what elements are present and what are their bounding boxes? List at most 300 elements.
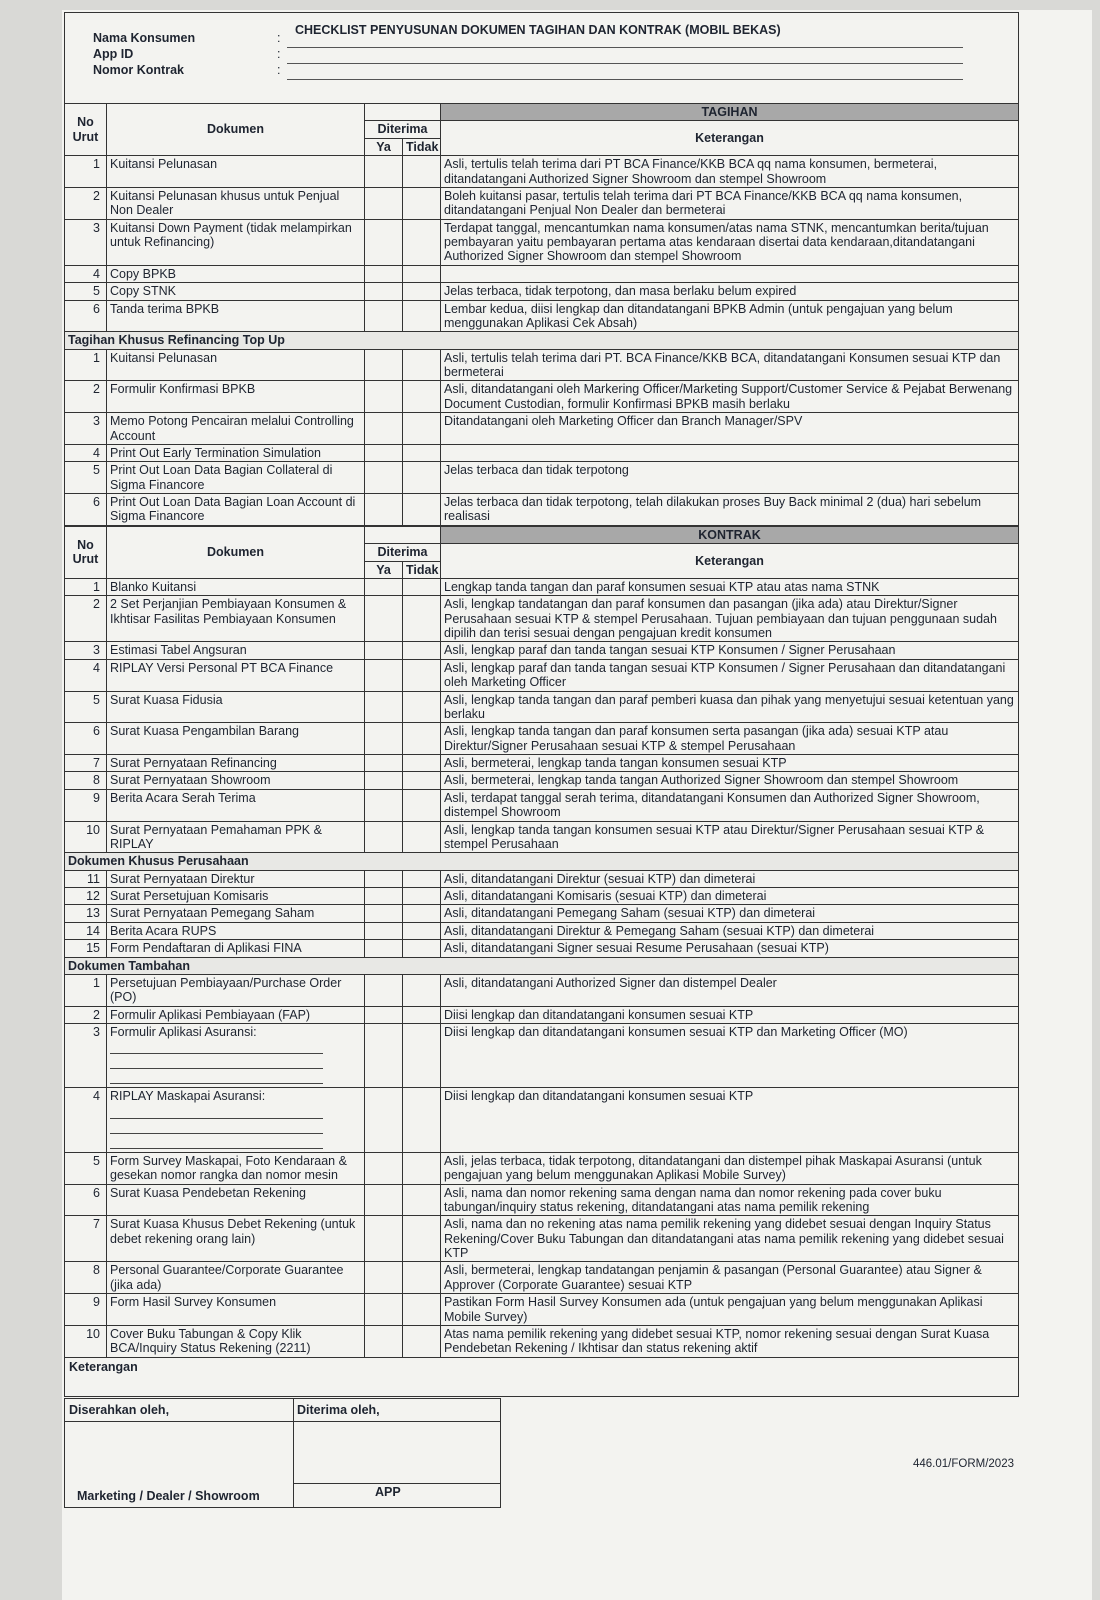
row-keterangan: Atas nama pemilik rekening yang didebet sesuai KTP, nomor rekening sesuai dengan Surat Kuasa Pendebetan Rekening / Ikhtisar dan status rekening aktif xyxy=(441,1325,1019,1357)
row-keterangan: Diisi lengkap dan ditandatangani konsumen sesuai KTP xyxy=(441,1006,1019,1023)
row-keterangan: Terdapat tanggal, mencantumkan nama konsumen/atas nama STNK, mencantumkan berita/tujuan pembayaran yaitu pembayaran pertama atas kendaraan disertai data kendaraan,ditandatangani Authorized Signer Showroom dan stempel Showroom xyxy=(441,219,1019,265)
row-number: 5 xyxy=(65,462,107,494)
document-name: Kuitansi Pelunasan khusus untuk Penjual Non Dealer xyxy=(110,188,340,218)
table-row xyxy=(65,659,1019,691)
checkbox-tidak[interactable] xyxy=(403,1088,441,1152)
checkbox-tidak[interactable] xyxy=(403,755,441,772)
row-document xyxy=(107,723,365,755)
row-number: 8 xyxy=(65,1262,107,1294)
document-name: Memo Potong Pencairan melalui Controlling Account xyxy=(110,414,354,443)
row-keterangan: Asli, ditandatangani Signer sesuai Resume Perusahaan (sesuai KTP) xyxy=(441,940,1019,957)
row-document xyxy=(107,156,365,188)
table-row xyxy=(65,187,1019,219)
checkbox-tidak[interactable] xyxy=(403,596,441,642)
document-name: Surat Persetujuan Komisaris xyxy=(110,889,269,903)
table-row xyxy=(65,1088,1019,1152)
checkbox-ya[interactable] xyxy=(365,219,403,265)
table-row xyxy=(65,219,1019,265)
checkbox-tidak[interactable] xyxy=(403,349,441,381)
row-keterangan: Asli, bermeterai, lengkap tanda tangan Authorized Signer Showroom dan stempel Showroom xyxy=(441,772,1019,789)
checkbox-ya[interactable] xyxy=(365,821,403,853)
row-number: 5 xyxy=(65,691,107,723)
row-number: 5 xyxy=(65,283,107,300)
row-number: 3 xyxy=(65,413,107,445)
document-name: Surat Kuasa Pendebetan Rekening xyxy=(110,1185,306,1200)
row-number: 9 xyxy=(65,789,107,821)
checkbox-ya[interactable] xyxy=(365,642,403,659)
row-keterangan: Asli, ditandatangani Pemegang Saham (sesuai KTP) dan dimeterai xyxy=(441,905,1019,922)
checkbox-ya[interactable] xyxy=(365,1325,403,1357)
checkbox-ya[interactable] xyxy=(365,1216,403,1262)
document-name: Persetujuan Pembiayaan/Purchase Order (PO) xyxy=(110,975,342,1005)
document-name: Surat Kuasa Pengambilan Barang xyxy=(110,724,300,739)
checkbox-tidak[interactable] xyxy=(403,1006,441,1023)
table-row xyxy=(65,870,1019,887)
document-name: Surat Pernyataan Direktur xyxy=(110,871,255,886)
fill-in-line[interactable] xyxy=(110,1121,323,1134)
document-name: Tanda terima BPKB xyxy=(110,301,220,316)
document-name: Berita Acara RUPS xyxy=(110,923,217,938)
checkbox-tidak[interactable] xyxy=(403,1216,441,1262)
fill-in-line[interactable] xyxy=(110,1056,323,1069)
table-row xyxy=(65,596,1019,642)
row-number: 3 xyxy=(65,1024,107,1088)
row-keterangan: Jelas terbaca dan tidak terpotong xyxy=(441,462,1019,494)
section-perusahaan: Dokumen Khusus Perusahaan xyxy=(65,853,1019,870)
section-tagihan: TAGIHAN xyxy=(441,104,1019,121)
table-row xyxy=(65,381,1019,413)
row-document xyxy=(107,1325,365,1357)
checkbox-tidak[interactable] xyxy=(403,821,441,853)
col-diterima xyxy=(365,104,441,121)
checkbox-tidak[interactable] xyxy=(403,381,441,413)
row-document xyxy=(107,283,365,300)
row-document xyxy=(107,772,365,789)
label-nomor-kontrak: Nomor Kontrak xyxy=(93,63,184,77)
col-dokumen: Dokumen xyxy=(107,104,365,156)
checkbox-ya[interactable] xyxy=(365,940,403,957)
form-number: 446.01/FORM/2023 xyxy=(912,1457,1014,1470)
marketing-label: Marketing / Dealer / Showroom xyxy=(77,1488,260,1503)
row-keterangan xyxy=(441,444,1019,461)
row-number: 12 xyxy=(65,888,107,905)
table-row xyxy=(65,462,1019,494)
checkbox-tidak[interactable] xyxy=(403,922,441,939)
col-diterima: Diterima xyxy=(365,121,441,138)
row-keterangan: Jelas terbaca, tidak terpotong, dan masa berlaku belum expired xyxy=(441,283,1019,300)
document-name: Berita Acara Serah Terima xyxy=(110,790,256,805)
row-number: 11 xyxy=(65,870,107,887)
row-document xyxy=(107,349,365,381)
row-document xyxy=(107,974,365,1006)
table-row xyxy=(65,922,1019,939)
checkbox-ya[interactable] xyxy=(365,462,403,494)
checkbox-tidak[interactable] xyxy=(403,494,441,526)
fill-in-line[interactable] xyxy=(110,1071,323,1084)
checkbox-tidak[interactable] xyxy=(403,283,441,300)
row-keterangan: Asli, ditandatangani oleh Markering Officer/Marketing Support/Customer Service & Pejabat Berwenang Document Custodian, formulir Konfirmasi BPKB masih berlaku xyxy=(441,381,1019,413)
checkbox-tidak[interactable] xyxy=(403,1184,441,1216)
table-row xyxy=(65,265,1019,282)
checkbox-ya[interactable] xyxy=(365,444,403,461)
checkbox-ya[interactable] xyxy=(365,905,403,922)
row-document xyxy=(107,1006,365,1023)
table-row xyxy=(65,494,1019,526)
document-name: Surat Pernyataan Showroom xyxy=(110,773,271,788)
row-number: 6 xyxy=(65,723,107,755)
checkbox-tidak[interactable] xyxy=(403,659,441,691)
row-keterangan: Asli, lengkap tanda tangan dan paraf konsumen serta pasangan (jika ada) sesuai KTP atau Direktur/Signer Perusahaan sesuai KTP & stempel Perusahaan xyxy=(441,723,1019,755)
checkbox-tidak[interactable] xyxy=(403,265,441,282)
checkbox-tidak[interactable] xyxy=(403,413,441,445)
row-keterangan: Lembar kedua, diisi lengkap dan ditandatangani BPKB Admin (untuk pengajuan yang belum menggunakan Aplikasi Cek Absah) xyxy=(441,300,1019,332)
document-name: Formulir Konfirmasi BPKB xyxy=(110,382,256,397)
fill-in-line[interactable] xyxy=(110,1136,323,1149)
document-name: Surat Pernyataan Pemahaman PPK & RIPLAY xyxy=(110,822,322,851)
row-keterangan: Asli, lengkap paraf dan tanda tangan sesuai KTP Konsumen / Signer Perusahaan dan ditandatangani oleh Marketing Officer xyxy=(441,659,1019,691)
col-no: No Urut xyxy=(65,526,107,578)
nama-konsumen-line[interactable] xyxy=(287,47,963,48)
checkbox-ya[interactable] xyxy=(365,1152,403,1184)
checkbox-ya[interactable] xyxy=(365,283,403,300)
checkbox-ya[interactable] xyxy=(365,755,403,772)
row-keterangan: Asli, bermeterai, lengkap tanda tangan konsumen sesuai KTP xyxy=(441,755,1019,772)
row-keterangan: Asli, ditandatangani Direktur (sesuai KTP) dan dimeterai xyxy=(441,870,1019,887)
table-row xyxy=(65,1325,1019,1357)
row-number: 14 xyxy=(65,922,107,939)
checkbox-tidak[interactable] xyxy=(403,578,441,595)
row-document xyxy=(107,494,365,526)
row-document xyxy=(107,789,365,821)
row-keterangan: Asli, lengkap tanda tangan dan paraf pemberi kuasa dan pihak yang menyetujui sesuai ketentuan yang berlaku xyxy=(441,691,1019,723)
checkbox-ya[interactable] xyxy=(365,494,403,526)
row-document xyxy=(107,905,365,922)
checkbox-ya[interactable] xyxy=(365,691,403,723)
row-number: 9 xyxy=(65,1294,107,1326)
row-number: 6 xyxy=(65,300,107,332)
row-number: 4 xyxy=(65,659,107,691)
row-keterangan: Asli, lengkap tanda tangan konsumen sesuai KTP atau Direktur/Signer Perusahaan sesuai KTP & stempel Perusahaan xyxy=(441,821,1019,853)
checkbox-tidak[interactable] xyxy=(403,462,441,494)
row-number: 15 xyxy=(65,940,107,957)
colon: : xyxy=(277,63,281,77)
table-row xyxy=(65,789,1019,821)
document-name: Estimasi Tabel Angsuran xyxy=(110,643,247,658)
document-name: Surat Kuasa Khusus Debet Rekening (untuk debet rekening orang lain) xyxy=(110,1217,356,1246)
fill-in-line[interactable] xyxy=(110,1041,323,1054)
form-title: CHECKLIST PENYUSUNAN DOKUMEN TAGIHAN DAN KONTRAK (MOBIL BEKAS) xyxy=(295,23,781,37)
row-document xyxy=(107,265,365,282)
nomor-kontrak-line[interactable] xyxy=(287,79,963,80)
perusahaan-rows xyxy=(65,870,1019,957)
row-document xyxy=(107,596,365,642)
row-number: 4 xyxy=(65,1088,107,1152)
table-row xyxy=(65,413,1019,445)
checkbox-ya[interactable] xyxy=(365,922,403,939)
table-row xyxy=(65,821,1019,853)
checkbox-ya[interactable] xyxy=(365,870,403,887)
checkbox-ya[interactable] xyxy=(365,596,403,642)
row-document xyxy=(107,219,365,265)
table-row xyxy=(65,772,1019,789)
checkbox-tidak[interactable] xyxy=(403,187,441,219)
row-number: 2 xyxy=(65,381,107,413)
checklist-form xyxy=(64,12,1019,1508)
row-number: 8 xyxy=(65,772,107,789)
document-name: Print Out Early Termination Simulation xyxy=(110,445,321,460)
table-row xyxy=(65,283,1019,300)
checkbox-ya[interactable] xyxy=(365,1262,403,1294)
checkbox-tidak[interactable] xyxy=(403,1024,441,1088)
row-number: 1 xyxy=(65,974,107,1006)
checkbox-ya[interactable] xyxy=(365,1006,403,1023)
document-name: Kuitansi Pelunasan xyxy=(110,157,218,172)
row-number: 6 xyxy=(65,494,107,526)
document-name: Kuitansi Pelunasan xyxy=(110,350,218,365)
checkbox-tidak[interactable] xyxy=(403,1325,441,1357)
row-keterangan: Asli, bermeterai, lengkap tandatangan penjamin & pasangan (Personal Guarantee) atau Signer & Approver (Corporate Guarantee) sesuai KTP xyxy=(441,1262,1019,1294)
row-number: 2 xyxy=(65,187,107,219)
table-row xyxy=(65,300,1019,332)
table-row xyxy=(65,755,1019,772)
col-tidak: Tidak xyxy=(403,138,441,155)
document-name: Cover Buku Tabungan & Copy Klik BCA/Inquiry Status Rekening (2211) xyxy=(110,1326,311,1356)
kontrak-table xyxy=(64,526,1019,1358)
table-row xyxy=(65,974,1019,1006)
checkbox-tidak[interactable] xyxy=(403,444,441,461)
row-keterangan: Asli, terdapat tanggal serah terima, ditandatangani Konsumen dan Authorized Signer Showroom, distempel Showroom xyxy=(441,789,1019,821)
checkbox-ya[interactable] xyxy=(365,659,403,691)
row-keterangan: Asli, ditandatangani Authorized Signer dan distempel Dealer xyxy=(441,974,1019,1006)
row-number: 10 xyxy=(65,1325,107,1357)
col-tidak: Tidak xyxy=(403,561,441,578)
row-number: 7 xyxy=(65,1216,107,1262)
row-number: 6 xyxy=(65,1184,107,1216)
row-keterangan: Pastikan Form Hasil Survey Konsumen ada (untuk pengajuan yang belum menggunakan Aplikasi Mobile Survey) xyxy=(441,1294,1019,1326)
row-keterangan: Lengkap tanda tangan dan paraf konsumen sesuai KTP atau atas nama STNK xyxy=(441,578,1019,595)
table-row xyxy=(65,888,1019,905)
document-name: Blanko Kuitansi xyxy=(110,579,197,594)
row-document xyxy=(107,922,365,939)
row-document xyxy=(107,888,365,905)
checkbox-tidak[interactable] xyxy=(403,888,441,905)
checkbox-ya[interactable] xyxy=(365,413,403,445)
table-row xyxy=(65,905,1019,922)
diserahkan-label: Diserahkan oleh, xyxy=(69,1402,170,1417)
fill-in-line[interactable] xyxy=(110,1106,323,1119)
row-document xyxy=(107,413,365,445)
checkbox-tidak[interactable] xyxy=(403,642,441,659)
colon: : xyxy=(277,47,281,61)
col-keterangan: Keterangan xyxy=(441,544,1019,579)
form-footer xyxy=(64,1358,1019,1508)
table-row xyxy=(65,1294,1019,1326)
col-keterangan: Keterangan xyxy=(441,121,1019,156)
diterima-label: Diterima oleh, xyxy=(297,1402,380,1417)
checkbox-tidak[interactable] xyxy=(403,1262,441,1294)
checkbox-ya[interactable] xyxy=(365,300,403,332)
signature-box xyxy=(64,1398,501,1508)
checkbox-ya[interactable] xyxy=(365,187,403,219)
document-name: Surat Pernyataan Pemegang Saham xyxy=(110,906,315,921)
row-document xyxy=(107,1088,365,1152)
row-keterangan: Asli, nama dan no rekening atas nama pemilik rekening yang didebet sesuai dengan Inquiry Status Rekening/Cover Buku Tabungan dan ditandatangani atas nama pemilik rekening yang didebet sesuai KTP xyxy=(441,1216,1019,1262)
table-row xyxy=(65,1006,1019,1023)
row-document xyxy=(107,444,365,461)
table-row xyxy=(65,156,1019,188)
checkbox-ya[interactable] xyxy=(365,789,403,821)
row-number: 7 xyxy=(65,755,107,772)
checkbox-ya[interactable] xyxy=(365,1088,403,1152)
document-name: 2 Set Perjanjian Pembiayaan Konsumen & Ikhtisar Fasilitas Pembiayaan Konsumen xyxy=(110,597,347,626)
document-name: RIPLAY Maskapai Asuransi: xyxy=(110,1089,266,1104)
checkbox-tidak[interactable] xyxy=(403,870,441,887)
row-number: 4 xyxy=(65,265,107,282)
col-diterima: Diterima xyxy=(365,544,441,561)
checkbox-ya[interactable] xyxy=(365,578,403,595)
row-document xyxy=(107,1024,365,1088)
document-name: Kuitansi Down Payment (tidak melampirkan untuk Refinancing) xyxy=(110,220,352,249)
row-keterangan: Diisi lengkap dan ditandatangani konsumen sesuai KTP xyxy=(441,1088,1019,1152)
checkbox-ya[interactable] xyxy=(365,1024,403,1088)
row-document xyxy=(107,578,365,595)
checkbox-ya[interactable] xyxy=(365,381,403,413)
row-number: 2 xyxy=(65,1006,107,1023)
row-number: 3 xyxy=(65,642,107,659)
row-document xyxy=(107,300,365,332)
document-name: Copy BPKB xyxy=(110,266,177,281)
checkbox-tidak[interactable] xyxy=(403,789,441,821)
colon: : xyxy=(277,31,281,45)
tagihan-table xyxy=(64,103,1019,526)
row-number: 3 xyxy=(65,219,107,265)
checkbox-tidak[interactable] xyxy=(403,219,441,265)
table-row xyxy=(65,1262,1019,1294)
row-document xyxy=(107,462,365,494)
document-name: Formulir Aplikasi Pembiayaan (FAP) xyxy=(110,1007,311,1022)
row-document xyxy=(107,659,365,691)
document-name: RIPLAY Versi Personal PT BCA Finance xyxy=(110,660,334,675)
col-ya: Ya xyxy=(365,138,403,155)
document-name: Form Hasil Survey Konsumen xyxy=(110,1295,277,1310)
row-keterangan: Boleh kuitansi pasar, tertulis telah terima dari PT BCA Finance/KKB BCA qq nama konsumen, ditandatangani Penjual Non Dealer dan bermeterai xyxy=(441,187,1019,219)
row-number: 10 xyxy=(65,821,107,853)
row-document xyxy=(107,1184,365,1216)
row-keterangan xyxy=(441,265,1019,282)
section-refinancing: Tagihan Khusus Refinancing Top Up xyxy=(65,332,1019,349)
table-row xyxy=(65,1216,1019,1262)
document-name: Copy STNK xyxy=(110,284,176,299)
table-row xyxy=(65,642,1019,659)
document-name: Surat Kuasa Fidusia xyxy=(110,692,223,707)
checkbox-ya[interactable] xyxy=(365,723,403,755)
row-number: 4 xyxy=(65,444,107,461)
row-document xyxy=(107,1294,365,1326)
checkbox-tidak[interactable] xyxy=(403,300,441,332)
checkbox-ya[interactable] xyxy=(365,265,403,282)
row-keterangan: Asli, jelas terbaca, tidak terpotong, ditandatangani dan distempel pihak Maskapai Asuransi (untuk pengajuan yang belum menggunakan Aplikasi Mobile Survey) xyxy=(441,1152,1019,1184)
row-keterangan: Jelas terbaca dan tidak terpotong, telah dilakukan proses Buy Back minimal 2 (dua) hari sebelum realisasi xyxy=(441,494,1019,526)
row-document xyxy=(107,381,365,413)
row-keterangan: Asli, lengkap tandatangan dan paraf konsumen dan pasangan (jika ada) atau Direktur/Signer Perusahaan sesuai KTP & stempel Perusahaan. Tujuan pembiayaan dan tujuan penggunaan sudah dipilih dan terisi sesuai dengan pengajuan kredit konsumen xyxy=(441,596,1019,642)
row-document xyxy=(107,755,365,772)
checkbox-tidak[interactable] xyxy=(403,1152,441,1184)
row-document xyxy=(107,1262,365,1294)
row-keterangan: Asli, tertulis telah terima dari PT. BCA Finance/KKB BCA, ditandatangani Konsumen sesuai KTP dan bermeterai xyxy=(441,349,1019,381)
row-keterangan: Asli, lengkap paraf dan tanda tangan sesuai KTP Konsumen / Signer Perusahaan xyxy=(441,642,1019,659)
checkbox-tidak[interactable] xyxy=(403,974,441,1006)
document-name: Print Out Loan Data Bagian Loan Account di Sigma Financore xyxy=(110,495,356,524)
table-row xyxy=(65,578,1019,595)
label-nama-konsumen: Nama Konsumen xyxy=(93,31,196,45)
document-name: Formulir Aplikasi Asuransi: xyxy=(110,1025,257,1039)
table-row xyxy=(65,1184,1019,1216)
checkbox-tidak[interactable] xyxy=(403,156,441,188)
checkbox-ya[interactable] xyxy=(365,156,403,188)
keterangan-label: Keterangan xyxy=(64,1358,1019,1397)
col-no: No Urut xyxy=(65,104,107,156)
row-number: 2 xyxy=(65,596,107,642)
row-number: 13 xyxy=(65,905,107,922)
row-number: 1 xyxy=(65,349,107,381)
tagihan-rows xyxy=(65,156,1019,332)
table-row xyxy=(65,1024,1019,1088)
kontrak-rows xyxy=(65,578,1019,852)
col-diterima xyxy=(365,526,441,543)
app-id-line[interactable] xyxy=(287,63,963,64)
table-row xyxy=(65,940,1019,957)
document-name: Form Pendaftaran di Aplikasi FINA xyxy=(110,941,302,956)
row-document xyxy=(107,940,365,957)
checkbox-ya[interactable] xyxy=(365,1184,403,1216)
checkbox-ya[interactable] xyxy=(365,1294,403,1326)
document-name: Surat Pernyataan Refinancing xyxy=(110,756,277,770)
checkbox-tidak[interactable] xyxy=(403,723,441,755)
checkbox-ya[interactable] xyxy=(365,349,403,381)
checkbox-tidak[interactable] xyxy=(403,1294,441,1326)
checkbox-tidak[interactable] xyxy=(403,940,441,957)
row-document xyxy=(107,691,365,723)
section-kontrak: KONTRAK xyxy=(441,526,1019,543)
checkbox-ya[interactable] xyxy=(365,974,403,1006)
col-ya: Ya xyxy=(365,561,403,578)
table-row xyxy=(65,444,1019,461)
document-name: Print Out Loan Data Bagian Collateral di Sigma Financore xyxy=(110,463,333,492)
tambahan-rows xyxy=(65,974,1019,1357)
checkbox-tidak[interactable] xyxy=(403,772,441,789)
document-name: Form Survey Maskapai, Foto Kendaraan & gesekan nomor rangka dan nomor mesin xyxy=(110,1153,347,1183)
row-document xyxy=(107,1216,365,1262)
row-keterangan: Ditandatangani oleh Marketing Officer dan Branch Manager/SPV xyxy=(441,413,1019,445)
refinancing-rows xyxy=(65,349,1019,525)
checkbox-tidak[interactable] xyxy=(403,905,441,922)
row-document xyxy=(107,642,365,659)
label-app-id: App ID xyxy=(93,47,134,61)
row-document xyxy=(107,1152,365,1184)
row-keterangan: Asli, tertulis telah terima dari PT BCA Finance/KKB BCA qq nama konsumen, bermeterai, ditandatangani Authorized Signer Showroom dan stempel Showroom xyxy=(441,156,1019,188)
row-keterangan: Asli, nama dan nomor rekening sama dengan nama dan nomor rekening pada cover buku tabungan/inquiry status rekening, ditandatangani atas nama pemilik rekening xyxy=(441,1184,1019,1216)
checkbox-ya[interactable] xyxy=(365,772,403,789)
row-keterangan: Asli, ditandatangani Komisaris (sesuai KTP) dan dimeterai xyxy=(441,888,1019,905)
checkbox-ya[interactable] xyxy=(365,888,403,905)
row-document xyxy=(107,187,365,219)
row-number: 1 xyxy=(65,156,107,188)
checkbox-tidak[interactable] xyxy=(403,691,441,723)
row-document xyxy=(107,870,365,887)
form-header xyxy=(64,12,1019,103)
row-keterangan: Diisi lengkap dan ditandatangani konsumen sesuai KTP dan Marketing Officer (MO) xyxy=(441,1024,1019,1088)
document-name: Personal Guarantee/Corporate Guarantee (jika ada) xyxy=(110,1263,344,1292)
